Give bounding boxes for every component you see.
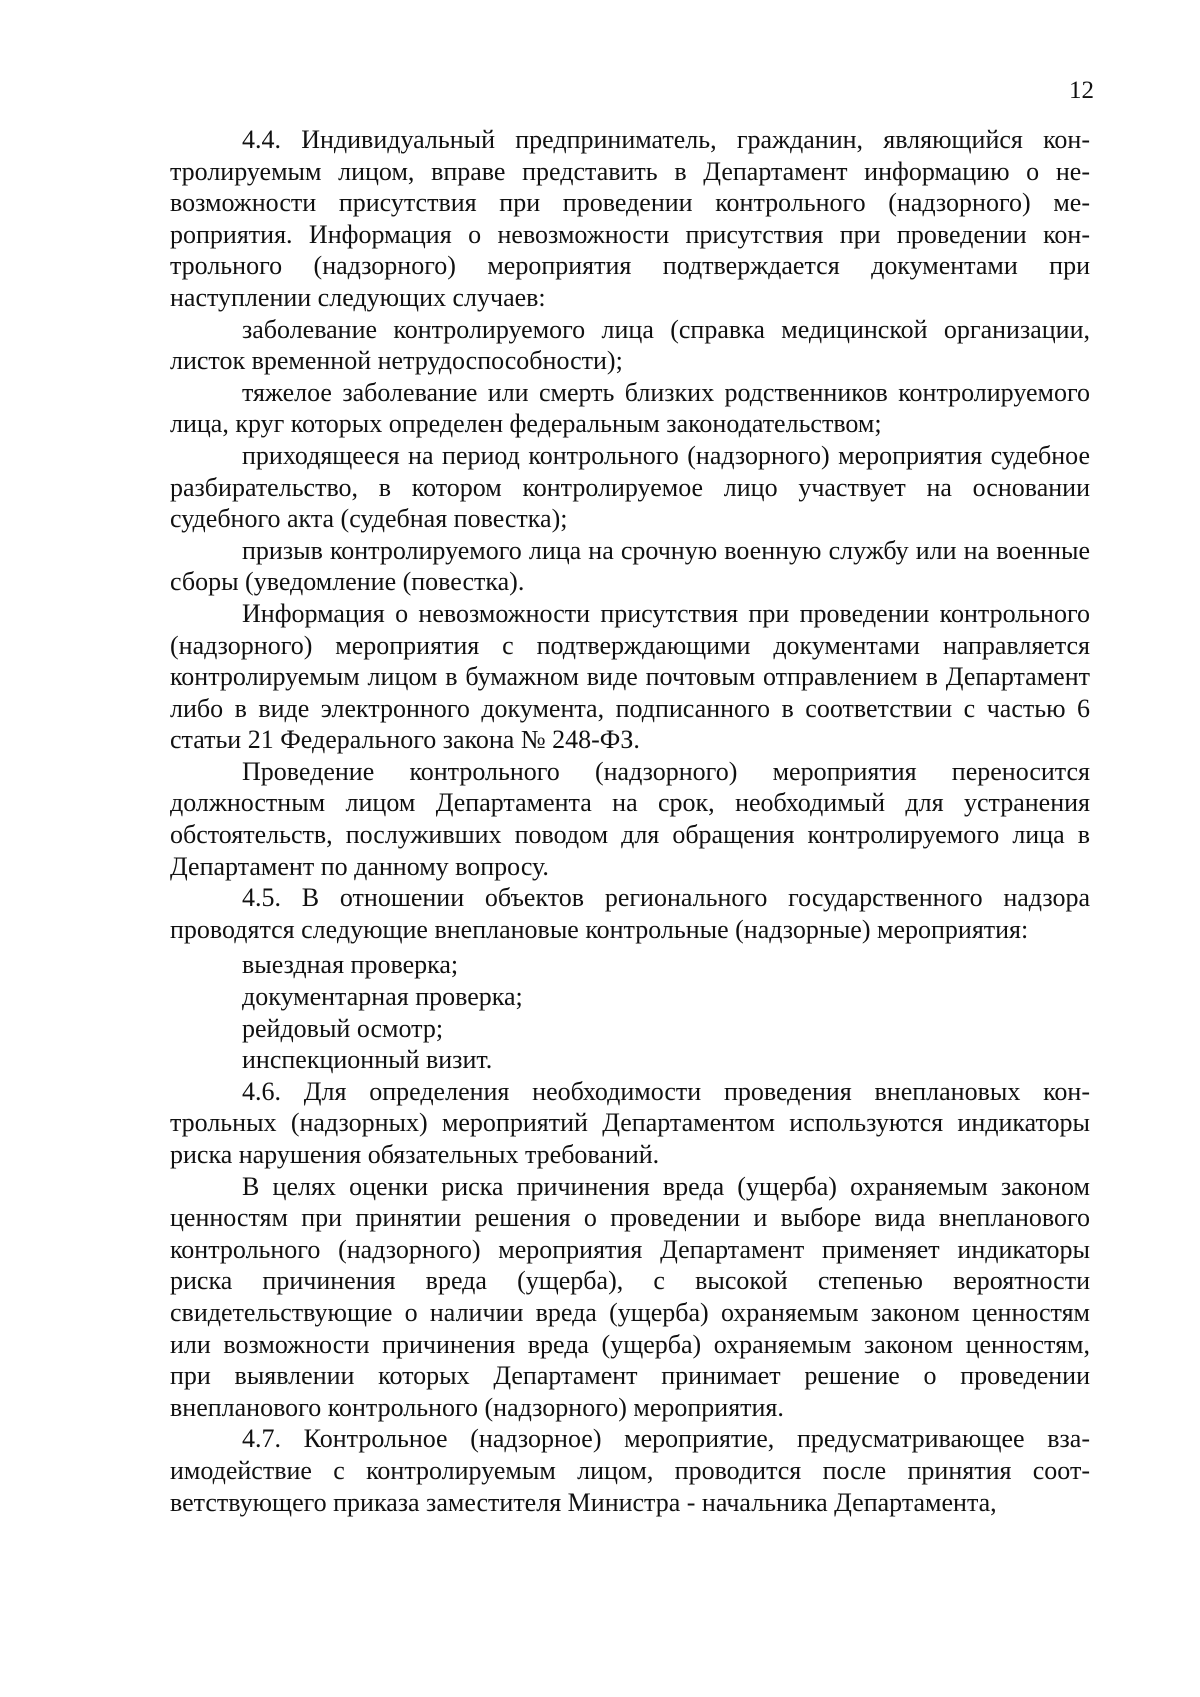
paragraph-4-5: 4.5. В отношении объектов регионального государственного надзора проводятся следующие внеплановые контрольные (надзорные) мероприятия: (170, 883, 1090, 944)
page-number: 12 (1069, 77, 1094, 104)
list-item: документарная проверка; (242, 982, 523, 1012)
inspection-list (170, 949, 1090, 1075)
list-item: рейдовый осмотр; (242, 1013, 444, 1043)
paragraph-4-7: 4.7. Контрольное (надзорное) мероприятие, предусматривающее взаимодействие с контролируемым лицом, проводится после принятия соответствующего приказа заместителя Министра - начальника Департамента, (170, 1424, 1090, 1517)
paragraph-postponement: Проведение контрольного (надзорного) мероприятия переносится должностным лицом Департамента на срок, необходимый для устранения обстоятельств, послуживших поводом для обращения контролируемого лица в Департамент по данному вопросу. (170, 756, 1090, 881)
case-relatives: тяжелое заболевание или смерть близких родственников контролируемого лица, круг которых определен федеральным законодательством; (170, 377, 1090, 439)
paragraph-information-sending: Информация о невозможности присутствия при проведении контрольного (надзорного) мероприятия с подтверждающими документами направляется контролируемым лицом в бумажном виде почтовым отправлением в Департамент либо в виде электронного документа, подписанного в соответствии с частью 6 статьи 21 Федерального закона № 248-ФЗ. (170, 598, 1090, 755)
case-court: приходящееся на период контрольного (надзорного) мероприятия судебное разбирательство, в котором контролируемое лицо участвует на основании судебного акта (судебная повестка); (170, 440, 1090, 534)
paragraph-risk-assessment: В целях оценки риска причинения вреда (ущерба) охраняемым законом ценностям при принятии решения о проведении и выборе вида внепланового контрольного (надзорного) мероприятия Департамент применяет индикаторы риска причинения вреда (ущерба), с высокой степенью вероятности свидетельствующие о наличии вреда (ущерба) охраняемым законом ценностям или возможности причинения вреда (ущерба) охраняемым законом ценностям, при выявлении которых Департамент принимает решение о проведении внепланового контрольного (надзорного) мероприятия. (170, 1171, 1090, 1422)
paragraph-4-4: 4.4. Индивидуальный предприниматель, гражданин, являющийся контролируемым лицом, вправе представить в Департамент информацию о невозможности присутствия при проведении контрольного (надзорного) мероприятия. Информация о невозможности присутствия при проведении контрольного (надзорного) мероприятия подтверждается документами при наступлении следующих случаев: (170, 125, 1090, 312)
list-item: выездная проверка; (242, 950, 459, 980)
document-body (170, 124, 1090, 1518)
case-illness: заболевание контролируемого лица (справка медицинской организации, листок временной нетрудоспособности); (170, 314, 1090, 376)
paragraph-4-6: 4.6. Для определения необходимости проведения внеплановых контрольных (надзорных) мероприятий Департаментом используются индикаторы риска нарушения обязательных требований. (170, 1076, 1090, 1169)
case-military: призыв контролируемого лица на срочную военную службу или на военные сборы (уведомление (повестка). (170, 535, 1090, 597)
list-item: инспекционный визит. (242, 1045, 493, 1075)
